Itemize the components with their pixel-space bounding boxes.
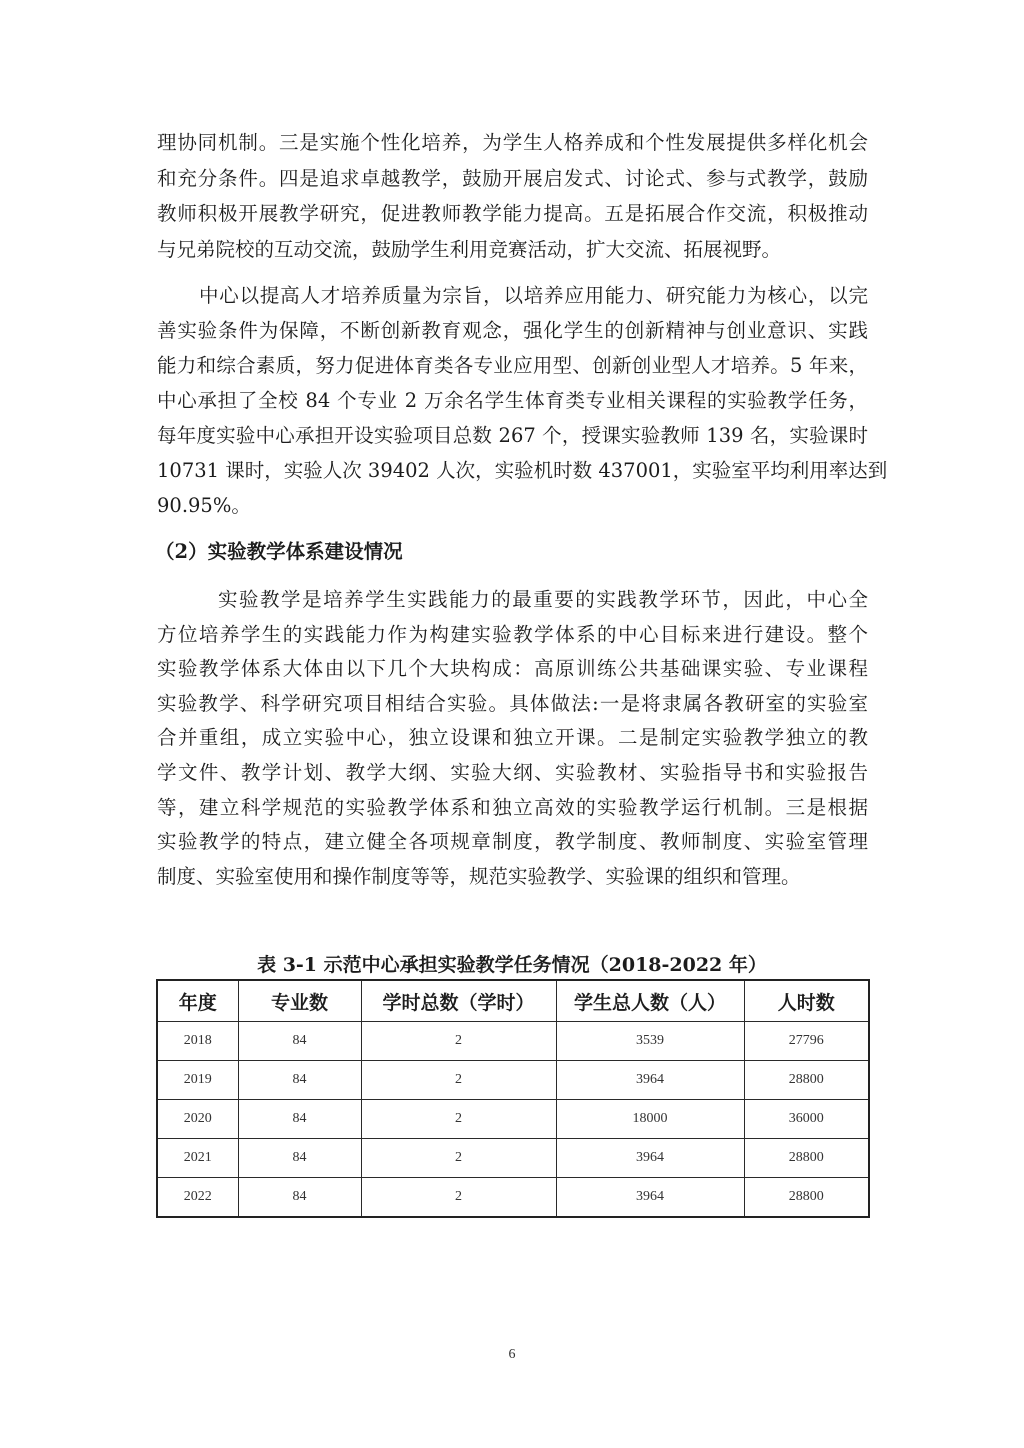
cell-total-students: 3964 xyxy=(556,1139,744,1178)
paragraph-line: 教师积极开展教学研究，促进教师教学能力提高。五是拓展合作交流，积极推动 xyxy=(157,202,868,225)
paragraph-line: 理协同机制。三是实施个性化培养，为学生人格养成和个性发展提供多样化机会 xyxy=(157,131,868,154)
header-majors: 专业数 xyxy=(238,980,361,1022)
cell-total-hours: 2 xyxy=(361,1139,556,1178)
paragraph-line: 10731 课时，实验人次 39402 人次，实验机时数 437001，实验室平均利用率达到 xyxy=(157,459,888,482)
teaching-tasks-table xyxy=(156,979,870,1218)
paragraph-line: 学文件、教学计划、教学大纲、实验大纲、实验教材、实验指导书和实验报告 xyxy=(157,760,868,784)
cell-total-students: 18000 xyxy=(556,1100,744,1139)
cell-majors: 84 xyxy=(238,1022,361,1061)
cell-total-hours: 2 xyxy=(361,1022,556,1061)
paragraph-line: 和充分条件。四是追求卓越教学，鼓励开展启发式、讨论式、参与式教学，鼓励 xyxy=(157,166,868,190)
body-paragraph xyxy=(157,125,868,267)
paragraph-line: 能力和综合素质，努力促进体育类各专业应用型、创新创业型人才培养。5 年来， xyxy=(157,354,868,377)
table-row xyxy=(157,1100,869,1139)
cell-majors: 84 xyxy=(238,1178,361,1218)
paragraph-line: 等，建立科学规范的实验教学体系和独立高效的实验教学运行机制。三是根据 xyxy=(157,795,868,819)
paragraph-line: 制度、实验室使用和操作制度等等，规范实验教学、实验课的组织和管理。 xyxy=(157,864,801,888)
cell-total-hours: 2 xyxy=(361,1061,556,1100)
table-row xyxy=(157,1022,869,1061)
paragraph-line: 方位培养学生的实践能力作为构建实验教学体系的中心目标来进行建设。整个 xyxy=(157,622,868,646)
cell-majors: 84 xyxy=(238,1100,361,1139)
paragraph-line: 实验教学的特点，建立健全各项规章制度，教学制度、教师制度、实验室管理 xyxy=(157,830,868,854)
cell-total-hours: 2 xyxy=(361,1178,556,1218)
cell-year: 2018 xyxy=(157,1022,238,1061)
table-caption: 表 3-1 示范中心承担实验教学任务情况（2018-2022 年） xyxy=(257,954,767,976)
cell-year: 2019 xyxy=(157,1061,238,1100)
cell-total-hours: 2 xyxy=(361,1100,556,1139)
cell-person-hours: 28800 xyxy=(744,1061,869,1100)
table-row xyxy=(157,1139,869,1178)
header-person-hours: 人时数 xyxy=(744,980,869,1022)
paragraph-line: 中心以提高人才培养质量为宗旨，以培养应用能力、研究能力为核心，以完 xyxy=(199,284,868,307)
table-header-row xyxy=(157,980,869,1022)
paragraph-line: 90.95%。 xyxy=(157,494,251,517)
cell-year: 2022 xyxy=(157,1178,238,1218)
cell-person-hours: 28800 xyxy=(744,1139,869,1178)
cell-majors: 84 xyxy=(238,1139,361,1178)
body-paragraph xyxy=(157,278,888,523)
cell-year: 2021 xyxy=(157,1139,238,1178)
cell-total-students: 3964 xyxy=(556,1178,744,1218)
page-number: 6 xyxy=(508,1347,516,1362)
header-total-students: 学生总人数（人） xyxy=(556,980,744,1022)
table-row xyxy=(157,1061,869,1100)
paragraph-line: 善实验条件为保障，不断创新教育观念，强化学生的创新精神与创业意识、实践 xyxy=(157,319,868,342)
paragraph-line: 合并重组，成立实验中心，独立设课和独立开课。二是制定实验教学独立的教 xyxy=(157,726,868,750)
paragraph-line: 实验教学体系大体由以下几个大块构成：高原训练公共基础课实验、专业课程 xyxy=(157,657,868,681)
cell-person-hours: 28800 xyxy=(744,1178,869,1218)
header-year: 年度 xyxy=(157,980,238,1022)
paragraph-line: 中心承担了全校 84 个专业 2 万余名学生体育类专业相关课程的实验教学任务， xyxy=(157,389,868,412)
paragraph-line: 实验教学是培养学生实践能力的最重要的实践教学环节，因此，中心全 xyxy=(218,588,868,611)
cell-person-hours: 27796 xyxy=(744,1022,869,1061)
table-row xyxy=(157,1178,869,1218)
section-heading: （2）实验教学体系建设情况 xyxy=(155,540,403,563)
paragraph-line: 与兄弟院校的互动交流，鼓励学生利用竞赛活动，扩大交流、拓展视野。 xyxy=(157,237,782,261)
cell-person-hours: 36000 xyxy=(744,1100,869,1139)
cell-total-students: 3539 xyxy=(556,1022,744,1061)
paragraph-line: 每年度实验中心承担开设实验项目总数 267 个，授课实验教师 139 名，实验课时 xyxy=(157,424,868,447)
cell-majors: 84 xyxy=(238,1061,361,1100)
cell-year: 2020 xyxy=(157,1100,238,1139)
cell-total-students: 3964 xyxy=(556,1061,744,1100)
body-paragraph xyxy=(157,583,868,894)
paragraph-line: 实验教学、科学研究项目相结合实验。具体做法:一是将隶属各教研室的实验室 xyxy=(157,691,868,715)
header-total-hours: 学时总数（学时） xyxy=(361,980,556,1022)
